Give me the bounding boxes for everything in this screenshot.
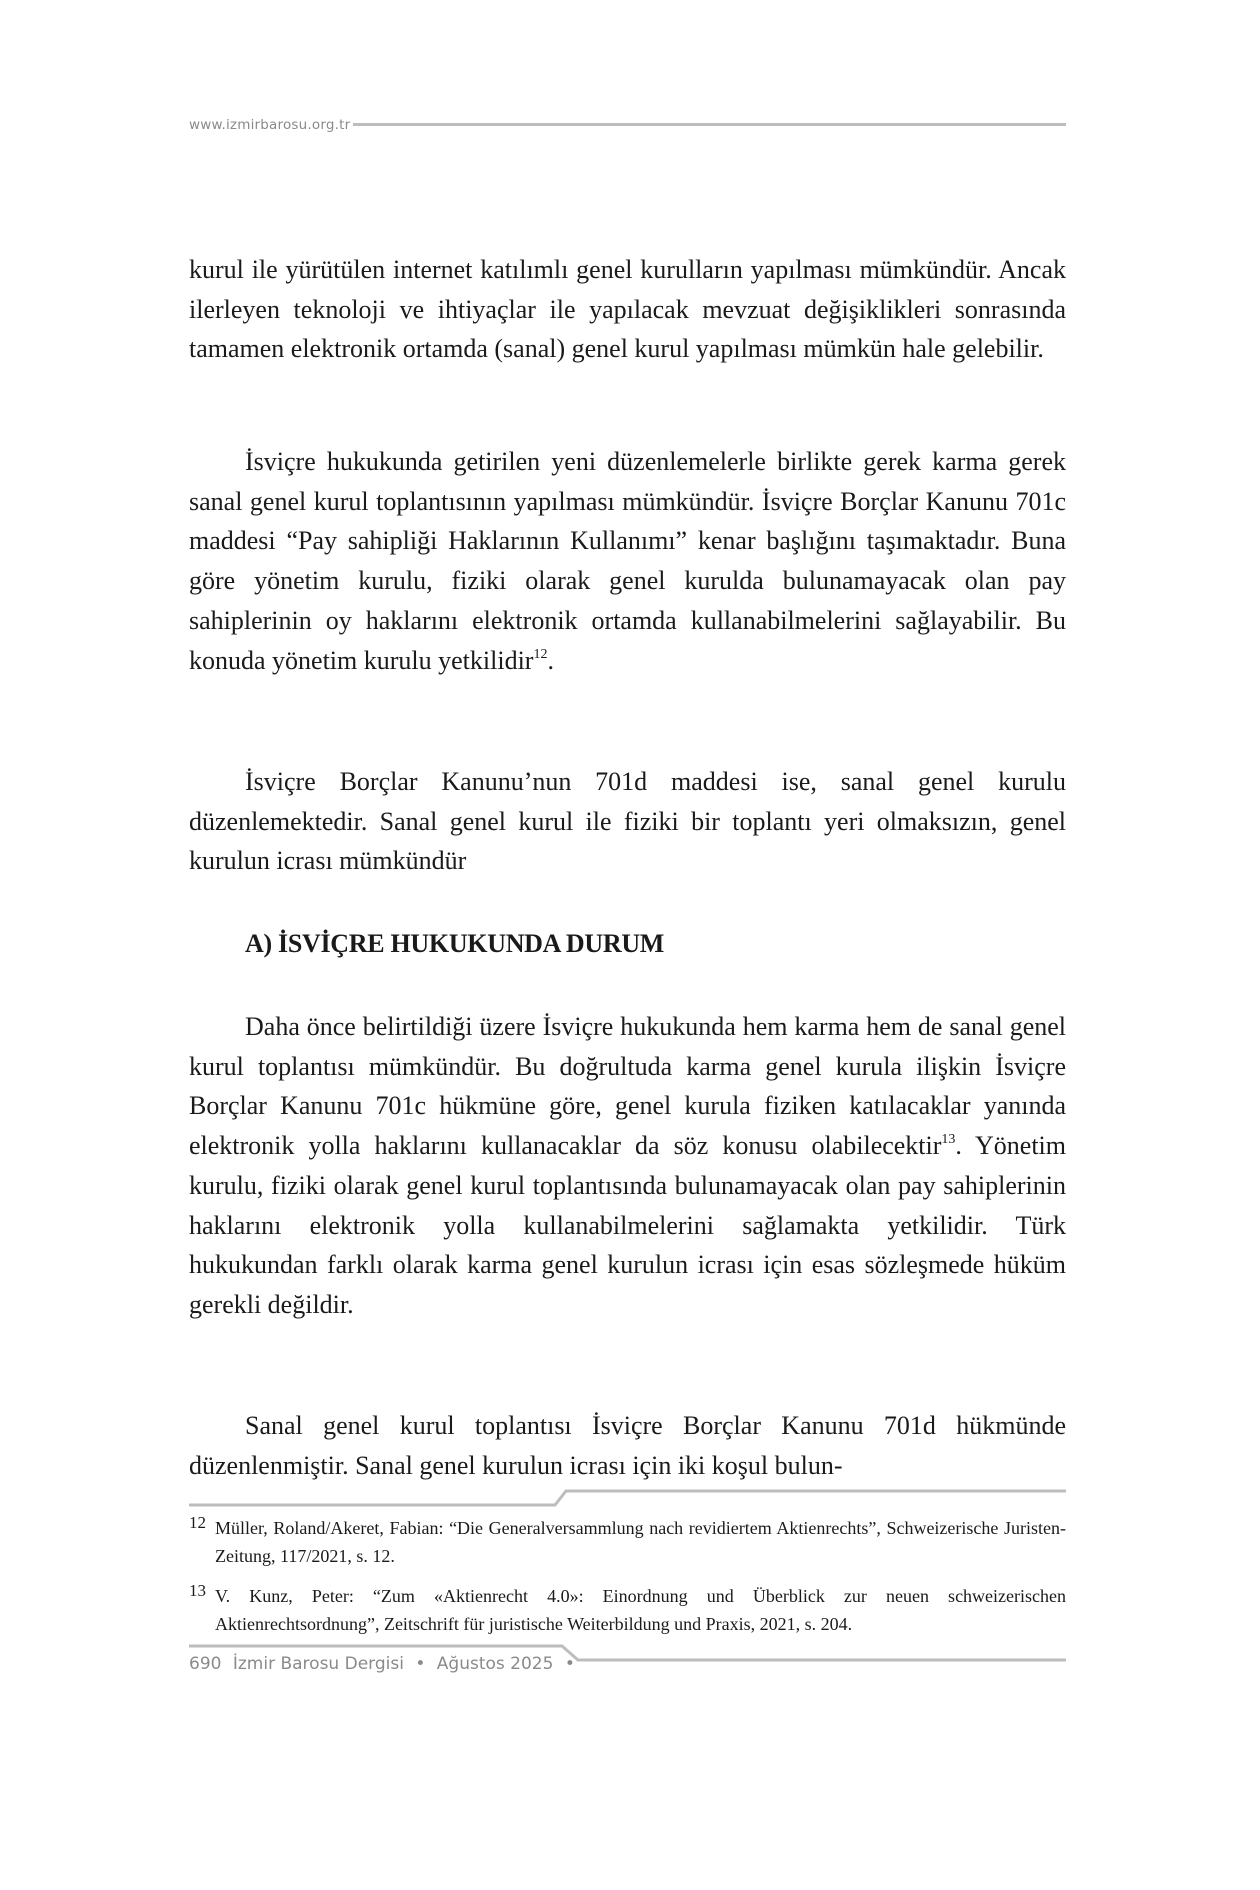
running-header	[189, 112, 1066, 134]
footnote-12	[189, 1514, 1066, 1570]
paragraph-5	[189, 1406, 1066, 1485]
footnote-separator	[189, 1491, 1066, 1505]
paragraph-text: İsviçre hukukunda getirilen yeni düzenlemelerle birlikte gerek karma gerek sanal genel kurul toplantısının yapılması mümkündür. İsviçre Borçlar Kanunu 701c maddesi “Pay sahipliği Haklarının Kullanımı” kenar başlığını taşımaktadır. Buna göre yönetim kurulu, fiziki olarak genel kurulda bulunamayacak olan pay sahiplerinin oy haklarını elektronik ortamda kullanabilmelerini sağlayabilir. Bu konuda yönetim kurulu yetkilidir	[189, 447, 1066, 675]
running-footer	[189, 1652, 581, 1676]
paragraph-text: Daha önce belirtildiği üzere İsviçre hukukunda hem karma hem de sanal genel kurul toplantısı mümkündür. Bu doğrultuda karma genel kurula ilişkin İsviçre Borçlar Kanunu 701c hükmüne göre, genel kurula fiziken katılacaklar yanında elektronik yolla haklarını kullanacaklar da söz konusu olabilecektir	[189, 1012, 1066, 1161]
paragraph-text: kurul ile yürütülen internet katılımlı genel kurulların yapılması mümkündür. Ancak ilerleyen teknoloji ve ihtiyaçlar ile yapılacak mevzuat değişiklikleri sonrasında tamamen elektronik ortamda (sanal) genel kurul yapılması mümkün hale gelebilir.	[189, 255, 1066, 364]
header-url: www.izmirbarosu.org.tr	[189, 116, 351, 133]
footnote-number: 13	[189, 1581, 206, 1600]
journal-name: İzmir Barosu Dergisi	[232, 1654, 404, 1674]
paragraph-tail: .	[547, 645, 554, 675]
page-number: 690	[189, 1654, 222, 1674]
footnote-ref-13[interactable]: 13	[941, 1132, 956, 1148]
footnote-text: Müller, Roland/Akeret, Fabian: “Die Generalversammlung nach revidiertem Aktienrechts”, Schweizerische Juristen-Zeitung, 117/2021, s. 12.	[215, 1518, 1066, 1566]
paragraph-text: İsviçre Borçlar Kanunu’nun 701d maddesi ise, sanal genel kurulu düzenlemektedir. Sanal genel kurul ile fiziki bir toplantı yeri olmaksızın, genel kurulun icrası mümkündür	[189, 767, 1066, 876]
header-rule	[353, 123, 1066, 126]
paragraph-3	[189, 762, 1066, 881]
paragraph-tail: . Yönetim kurulu, fiziki olarak genel kurul toplantısında bulunamayacak olan pay sahiplerinin haklarını elektronik yolla kullanabilmelerini sağlamakta yetkilidir. Türk hukukundan farklı olarak karma genel kurulun icrası için esas sözleşmede hüküm gerekli değildir.	[189, 1131, 1066, 1319]
footnote-ref-12[interactable]: 12	[533, 646, 548, 662]
paragraph-4	[189, 1007, 1066, 1325]
bullet-separator: •	[415, 1654, 426, 1674]
footnote-13	[189, 1582, 1066, 1638]
section-heading: A) İSVİÇRE HUKUKUNDA DURUM	[245, 929, 665, 958]
paragraph-1	[189, 250, 1066, 369]
issue-date: Ağustos 2025	[436, 1654, 554, 1674]
footnote-text: V. Kunz, Peter: “Zum «Aktienrecht 4.0»: Einordnung und Überblick zur neuen schweizerischen Aktienrechtsordnung”, Zeitschrift für juristische Weiterbildung und Praxis, 2021, s. 204.	[215, 1586, 1066, 1634]
footnotes	[189, 1514, 1066, 1650]
paragraph-text: Sanal genel kurul toplantısı İsviçre Borçlar Kanunu 701d hükmünde düzenlenmiştir. Sanal genel kurulun icrası için iki koşul bulun-	[189, 1411, 1066, 1480]
paragraph-2	[189, 442, 1066, 680]
bullet-trailing: •	[564, 1654, 575, 1674]
footnote-number: 12	[189, 1513, 206, 1532]
